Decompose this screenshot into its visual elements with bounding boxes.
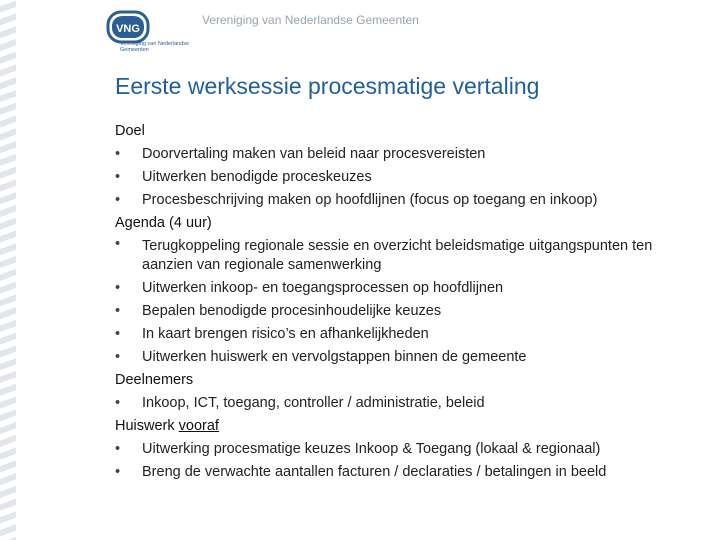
- list-item: • Doorvertaling maken van beleid naar procesvereisten: [115, 143, 705, 166]
- bullet-icon: •: [115, 280, 121, 296]
- section-heading-doel: Doel: [115, 123, 145, 139]
- decorative-left-strip: [0, 0, 16, 540]
- list-item: • Uitwerken huiswerk en vervolgstappen binnen de gemeente: [115, 346, 705, 369]
- logo-subtitle: Vereniging van Nederlandse Gemeenten: [120, 41, 190, 53]
- bullet-icon: •: [115, 146, 121, 162]
- page-title: Eerste werksessie procesmatige vertaling: [115, 73, 540, 99]
- list-item: • Uitwerking procesmatige keuzes Inkoop & Toegang (lokaal & regionaal): [115, 438, 705, 461]
- slide-content: [115, 120, 705, 484]
- list-item: • Procesbeschrijving maken op hoofdlijnen (focus op toegang en inkoop): [115, 189, 705, 212]
- bullet-icon: •: [115, 464, 121, 480]
- list-item: • In kaart brengen risico’s en afhankelijkheden: [115, 323, 705, 346]
- bullet-icon: •: [115, 169, 121, 185]
- bullet-icon: •: [115, 326, 121, 342]
- organization-name: Vereniging van Nederlandse Gemeenten: [202, 13, 419, 27]
- list-item: • Bepalen benodigde procesinhoudelijke keuzes: [115, 300, 705, 323]
- bullet-icon: •: [115, 441, 121, 457]
- list-item: • Terugkoppeling regionale sessie en overzicht beleidsmatige uitgangspunten ten aanzien van regionale samenwerking: [115, 236, 653, 273]
- list-item: • Uitwerken benodigde proceskeuzes: [115, 166, 705, 189]
- underlined-word: vooraf: [178, 418, 219, 434]
- section-heading-deelnemers: Deelnemers: [115, 372, 194, 388]
- bullet-icon: •: [115, 236, 121, 252]
- bullet-icon: •: [115, 303, 121, 319]
- bullet-icon: •: [115, 192, 121, 208]
- section-heading-huiswerk: Huiswerk vooraf: [115, 418, 219, 434]
- list-item: • Breng de verwachte aantallen facturen / declaraties / betalingen in beeld: [115, 461, 705, 484]
- list-item: • Uitwerken inkoop- en toegangsprocessen op hoofdlijnen: [115, 277, 705, 300]
- bullet-icon: •: [115, 395, 121, 411]
- bullet-icon: •: [115, 349, 121, 365]
- logo-text: VNG: [116, 23, 140, 35]
- section-heading-agenda: Agenda (4 uur): [115, 215, 212, 231]
- list-item: • Inkoop, ICT, toegang, controller / administratie, beleid: [115, 392, 705, 415]
